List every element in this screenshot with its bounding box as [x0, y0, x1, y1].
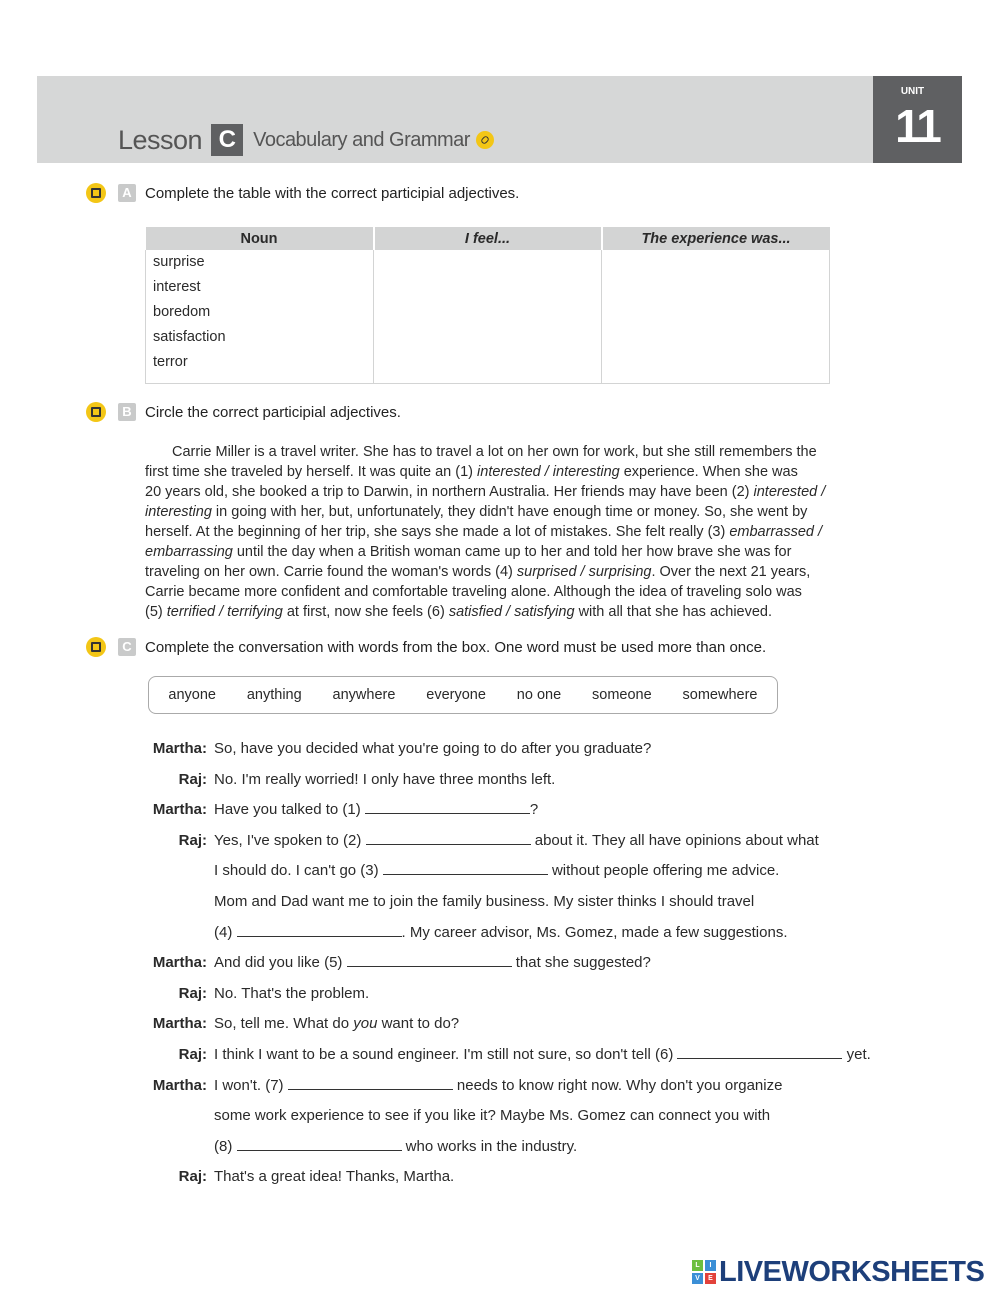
conversation	[145, 738, 965, 1197]
word-box	[148, 676, 778, 714]
paragraph-text: first time she traveled by herself. It was quite an (1)	[145, 464, 478, 480]
noun-cell: terror	[153, 354, 188, 370]
section-instruction: Circle the correct participial adjectives.	[145, 403, 401, 421]
dialog-segment: ?	[529, 801, 539, 819]
answer-choice[interactable]: interesting	[145, 504, 212, 520]
word-option: no one	[516, 687, 562, 703]
logo-text: LIVEWORKSHEETS	[719, 1256, 985, 1288]
dialog-line	[145, 1136, 965, 1167]
speaker-name: Raj:	[178, 831, 207, 849]
paragraph-text: with all that she has achieved.	[574, 604, 773, 620]
dialog-segment: That's a great idea! Thanks, Martha.	[214, 1168, 455, 1186]
edit-icon	[86, 637, 106, 657]
section-letter: B	[118, 403, 136, 421]
answer-blank-7[interactable]	[288, 1075, 453, 1090]
dialog-segment: I won't. (7)	[214, 1076, 288, 1094]
noun-cell: surprise	[153, 254, 205, 270]
dialog-segment: No. That's the problem.	[214, 984, 370, 1002]
noun-cell: interest	[153, 279, 201, 295]
paragraph-text: at first, now she feels (6)	[282, 604, 449, 620]
section-letter: C	[118, 638, 136, 656]
answer-blank-3[interactable]	[383, 860, 548, 875]
dialog-segment: . My career advisor, Ms. Gomez, made a few suggestions.	[401, 923, 788, 941]
column-header: The experience was...	[602, 227, 830, 250]
dialog-text	[214, 1105, 770, 1127]
dialog-line	[145, 952, 965, 983]
column-header: Noun	[146, 227, 374, 250]
dialog-text	[214, 769, 555, 791]
dialog-segment: without people offering me advice.	[547, 862, 780, 880]
unit-label: UNIT	[900, 86, 925, 97]
section-a-heading	[86, 183, 519, 203]
dialog-segment: No. I'm really worried! I only have three months left.	[214, 770, 556, 788]
section-b-heading	[86, 402, 401, 422]
word-option: someone	[592, 687, 652, 703]
answer-choice[interactable]: surprised / surprising	[516, 564, 652, 580]
paragraph-text: experience. When she was	[619, 464, 798, 480]
noun-cell: boredom	[153, 304, 211, 320]
speaker-name: Raj:	[178, 770, 207, 788]
lesson-subtitle: Vocabulary and Grammar	[253, 128, 470, 151]
lesson-word: Lesson	[118, 124, 203, 155]
dialog-text	[214, 1166, 454, 1188]
dialog-segment: that she suggested?	[511, 954, 651, 972]
answer-blank-2[interactable]	[366, 830, 531, 845]
paragraph-text: until the day when a British woman came up to her and told her how brave she was for	[232, 544, 792, 560]
word-option: anyone	[168, 687, 216, 703]
dialog-line	[145, 1044, 965, 1075]
dialog-segment: So, tell me. What do	[214, 1015, 354, 1033]
liveworksheets-logo	[692, 1255, 984, 1289]
section-instruction: Complete the table with the correct participial adjectives.	[145, 184, 520, 202]
section-c-heading	[86, 637, 766, 657]
dialog-line	[145, 922, 965, 953]
noun-cell: satisfaction	[153, 329, 226, 345]
speaker-name: Martha:	[152, 954, 207, 972]
dialog-text	[214, 952, 651, 974]
dialog-segment: And did you like (5)	[214, 954, 347, 972]
paragraph-line	[145, 542, 890, 562]
paragraph-line	[145, 482, 890, 502]
paragraph-line	[145, 462, 890, 482]
speaker-name: Martha:	[152, 740, 207, 757]
speaker-name: Martha:	[152, 1015, 207, 1033]
answer-blank-6[interactable]	[677, 1044, 842, 1059]
dialog-text	[214, 922, 788, 944]
dialog-text	[214, 738, 651, 760]
dialog-text	[214, 830, 819, 852]
dialog-segment: some work experience to see if you like it? Maybe Ms. Gomez can connect you with	[214, 1107, 771, 1125]
paragraph-line	[145, 562, 890, 582]
dialog-line	[145, 769, 965, 800]
dialog-segment: needs to know right now. Why don't you organize	[452, 1076, 783, 1094]
speaker-name: Raj:	[178, 1168, 207, 1186]
dialog-segment: yet.	[842, 1045, 871, 1063]
paragraph-text: 20 years old, she booked a trip to Darwin, in northern Australia. Her friends may have been (2)	[145, 484, 754, 500]
lesson-letter: C	[211, 124, 243, 156]
dialog-line	[145, 983, 965, 1014]
dialog-segment: about it. They all have opinions about what	[530, 831, 819, 849]
paragraph-text: Carrie Miller is a travel writer. She has to travel a lot on her own for work, but she still remembers the	[172, 444, 817, 460]
unit-number: 11	[895, 100, 940, 152]
unit-badge	[873, 76, 962, 163]
dialog-segment: Have you talked to (1)	[214, 801, 365, 819]
paragraph-line	[145, 522, 890, 542]
word-option: everyone	[426, 687, 486, 703]
dialog-segment: (4)	[214, 923, 237, 941]
dialog-line	[145, 830, 965, 861]
link-icon[interactable]	[476, 131, 494, 149]
paragraph-line	[145, 582, 890, 602]
column-header: I feel...	[374, 227, 602, 250]
dialog-segment: want to do?	[377, 1015, 460, 1033]
answer-choice[interactable]: embarrassing	[145, 544, 233, 560]
speaker-name: Raj:	[178, 1045, 207, 1063]
answer-choice[interactable]: satisfied / satisfying	[448, 604, 575, 620]
logo-tile: L	[692, 1260, 703, 1271]
logo-tile: I	[705, 1260, 716, 1271]
edit-icon	[86, 183, 106, 203]
word-option: anything	[246, 687, 302, 703]
dialog-line	[145, 1105, 965, 1136]
answer-choice[interactable]: embarrassed /	[729, 524, 823, 540]
paragraph-text: herself. At the beginning of her trip, she says she made a lot of mistakes. She felt really (3)	[145, 524, 730, 540]
dialog-line	[145, 891, 965, 922]
dialog-text	[214, 1136, 577, 1158]
word-option: somewhere	[682, 687, 758, 703]
speaker-name: Martha:	[152, 1076, 207, 1094]
lesson-title	[118, 124, 494, 156]
answer-choice[interactable]: terrified / terrifying	[166, 604, 283, 620]
dialog-text	[214, 1044, 871, 1066]
logo-tile: E	[705, 1273, 716, 1284]
paragraph-text: Carrie became more confident and comfortable traveling alone. Although the idea of traveling solo was	[145, 584, 802, 600]
dialog-segment: Mom and Dad want me to join the family business. My sister thinks I should travel	[214, 892, 755, 910]
answer-blank-1[interactable]	[365, 799, 530, 814]
participle-table	[145, 227, 830, 384]
dialog-line	[145, 860, 965, 891]
logo-tile: V	[692, 1273, 703, 1284]
paragraph-line	[145, 502, 890, 522]
dialog-segment: who works in the industry.	[401, 1137, 578, 1155]
dialog-line	[145, 799, 965, 830]
dialog-text	[214, 983, 369, 1005]
dialog-segment: you	[353, 1015, 378, 1033]
answer-blank-4[interactable]	[237, 922, 402, 937]
dialog-segment: I think I want to be a sound engineer. I'm still not sure, so don't tell (6)	[214, 1045, 678, 1063]
dialog-text	[214, 1013, 459, 1035]
dialog-text	[214, 1075, 782, 1097]
dialog-text	[214, 799, 538, 821]
logo-tiles	[692, 1260, 716, 1284]
dialog-segment: Yes, I've spoken to (2)	[214, 831, 366, 849]
dialog-line	[145, 1013, 965, 1044]
paragraph-text: in going with her, but, unfortunately, they didn't have enough time or money. So, she went by	[211, 504, 808, 520]
dialog-segment: (8)	[214, 1137, 237, 1155]
answer-choice[interactable]: interested / interesting	[477, 464, 620, 480]
paragraph-text: (5)	[145, 604, 167, 620]
dialog-segment: I should do. I can't go (3)	[214, 862, 383, 880]
answer-blank-8[interactable]	[237, 1136, 402, 1151]
dialog-text	[214, 860, 779, 882]
experience-answer-column[interactable]	[602, 250, 830, 384]
dialog-line	[145, 1075, 965, 1106]
dialog-line	[145, 738, 965, 769]
noun-column	[146, 250, 374, 384]
dialog-text	[214, 891, 754, 913]
speaker-name: Raj:	[178, 984, 207, 1002]
dialog-line	[145, 1166, 965, 1197]
answer-choice[interactable]: interested /	[753, 484, 826, 500]
section-instruction: Complete the conversation with words from the box. One word must be used more than once.	[145, 638, 767, 656]
speaker-name: Martha:	[152, 801, 207, 819]
dialog-segment: So, have you decided what you're going to do after you graduate?	[214, 740, 652, 757]
paragraph-line	[145, 442, 890, 462]
i-feel-answer-column[interactable]	[374, 250, 602, 384]
edit-icon	[86, 402, 106, 422]
section-letter: A	[118, 184, 136, 202]
paragraph-line	[145, 602, 890, 622]
paragraph-text: . Over the next 21 years,	[651, 564, 811, 580]
paragraph-text: traveling on her own. Carrie found the woman's words (4)	[145, 564, 517, 580]
answer-blank-5[interactable]	[347, 952, 512, 967]
reading-paragraph	[145, 442, 890, 622]
word-option: anywhere	[332, 687, 396, 703]
